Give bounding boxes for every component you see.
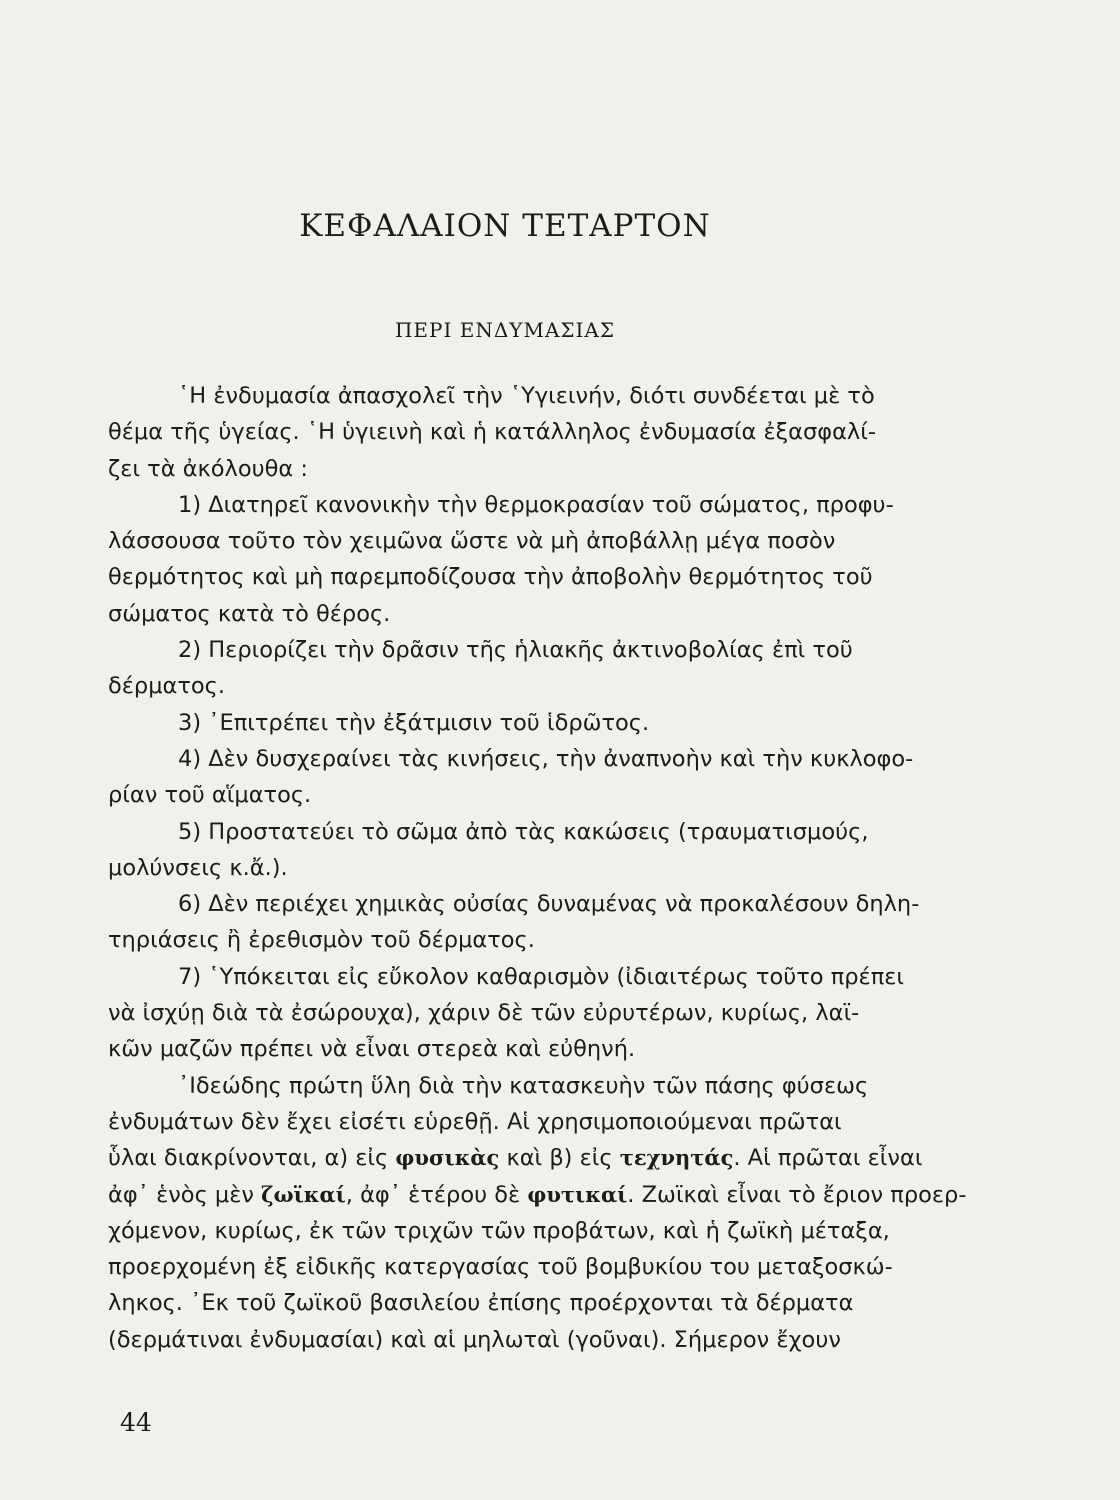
text-line	[108, 886, 980, 922]
section-title: ΠΕΡΙ ΕΝΔΥΜΑΣΙΑΣ	[394, 318, 616, 342]
text-line	[108, 487, 980, 523]
text-line	[108, 741, 980, 777]
text-run: , ἀφ᾿ ἑτέρου δὲ	[345, 1181, 528, 1208]
text-run: 4) Δὲν δυσχεραίνει τὰς κινήσεις, τὴν ἀναπνοὴν καὶ τὴν κυκλοφο-	[178, 745, 914, 772]
text-line	[108, 1031, 980, 1067]
emphasized-term: τεχνητάς	[619, 1145, 734, 1171]
text-run: 1) Διατηρεῖ κανονικὴν τὴν θερμοκρασίαν τοῦ σώματος, προφυ-	[178, 491, 894, 518]
text-line	[108, 414, 980, 450]
page-number: 44	[120, 1408, 152, 1437]
text-line	[108, 1249, 980, 1285]
text-run: ᾿Ιδεώδης πρώτη ὕλη διὰ τὴν κατασκευὴν τῶν πάσης φύσεως	[178, 1072, 869, 1099]
text-run: ρίαν τοῦ αἵματος.	[108, 782, 312, 809]
text-line	[108, 995, 980, 1031]
text-run: τηριάσεις ἢ ἐρεθισμὸν τοῦ δέρματος.	[108, 927, 535, 954]
text-line	[108, 668, 980, 704]
text-line	[108, 1213, 980, 1249]
text-run: καὶ β) εἰς	[499, 1145, 620, 1172]
text-run: θερμότητος καὶ μὴ παρεμποδίζουσα τὴν ἀποβολὴν θερμότητος τοῦ	[108, 564, 873, 591]
text-line	[108, 1285, 980, 1321]
text-line	[108, 1104, 980, 1140]
text-line	[108, 959, 980, 995]
text-line	[108, 1068, 980, 1104]
text-run: ἐνδυμάτων δὲν ἔχει εἰσέτι εὑρεθῇ. Αἱ χρησιμοποιούμεναι πρῶται	[108, 1108, 842, 1135]
text-run: κῶν μαζῶν πρέπει νὰ εἶναι στερεὰ καὶ εὐθηνή.	[108, 1036, 636, 1063]
text-run: χόμενον, κυρίως, ἐκ τῶν τριχῶν τῶν προβάτων, καὶ ἡ ζωϊκὴ μέταξα,	[108, 1217, 890, 1244]
text-line	[108, 1322, 980, 1358]
text-line	[108, 814, 980, 850]
text-run: ἀφ᾿ ἑνὸς μὲν	[108, 1181, 262, 1208]
text-line	[108, 451, 980, 487]
text-line	[108, 1177, 980, 1213]
text-line	[108, 632, 980, 668]
text-line	[108, 596, 980, 632]
text-run: ληκος. ᾿Εκ τοῦ ζωϊκοῦ βασιλείου ἐπίσης προέρχονται τὰ δέρματα	[108, 1290, 854, 1317]
text-run: ῾Η ἐνδυμασία ἀπασχολεῖ τὴν ῾Υγιεινήν, διότι συνδέεται μὲ τὸ	[178, 383, 875, 409]
text-run: . Αἱ πρῶται εἶναι	[733, 1145, 923, 1172]
text-run: μολύνσεις κ.ἄ.).	[108, 854, 288, 881]
emphasized-term: φυτικαί	[527, 1181, 628, 1207]
text-line	[108, 378, 980, 414]
text-line	[108, 559, 980, 595]
text-run: προερχομένη ἐξ εἰδικῆς κατεργασίας τοῦ βομβυκίου του μεταξοσκώ-	[108, 1254, 893, 1281]
text-line	[108, 922, 980, 958]
text-line	[108, 850, 980, 886]
text-run: δέρματος.	[108, 673, 226, 700]
text-run: 3) ᾿Επιτρέπει τὴν ἐξάτμισιν τοῦ ἱδρῶτος.	[178, 709, 650, 736]
text-run: λάσσουσα τοῦτο τὸν χειμῶνα ὥστε νὰ μὴ ἀποβάλλῃ μέγα ποσὸν	[108, 528, 836, 555]
body-text	[108, 378, 980, 1358]
emphasized-term: ζωϊκαί	[261, 1181, 346, 1207]
text-run: 5) Προστατεύει τὸ σῶμα ἀπὸ τὰς κακώσεις (τραυματισμούς,	[178, 818, 869, 845]
text-run: ζει τὰ ἀκόλουθα :	[108, 455, 308, 482]
chapter-title: ΚΕΦΑΛΑΙΟΝ ΤΕΤΑΡΤΟΝ	[299, 208, 711, 244]
text-run: . Ζωϊκαὶ εἶναι τὸ ἔριον προερ-	[627, 1181, 967, 1208]
text-line	[108, 777, 980, 813]
text-run: νὰ ἰσχύῃ διὰ τὰ ἐσώρουχα), χάριν δὲ τῶν εὐρυτέρων, κυρίως, λαϊ-	[108, 1000, 860, 1027]
text-run: σώματος κατὰ τὸ θέρος.	[108, 600, 391, 627]
text-run: 6) Δὲν περιέχει χημικὰς οὐσίας δυναμένας νὰ προκαλέσουν δηλη-	[178, 891, 920, 918]
text-line	[108, 1140, 980, 1176]
text-run: ὗλαι διακρίνονται, α) εἰς	[108, 1145, 396, 1172]
text-line	[108, 705, 980, 741]
text-line	[108, 523, 980, 559]
text-run: 7) ῾Υπόκειται εἰς εὔκολον καθαρισμὸν (ἰδιαιτέρως τοῦτο πρέπει	[178, 963, 905, 990]
text-run: (δερμάτιναι ἐνδυμασίαι) καὶ αἱ μηλωταὶ (γοῦναι). Σήμερον ἔχουν	[108, 1326, 841, 1353]
text-run: 2) Περιορίζει τὴν δρᾶσιν τῆς ἡλιακῆς ἀκτινοβολίας ἐπὶ τοῦ	[178, 637, 853, 664]
text-run: θέμα τῆς ὑγείας. ῾Η ὑγιεινὴ καὶ ἡ κατάλληλος ἐνδυμασία ἐξασφαλί-	[108, 419, 876, 446]
emphasized-term: φυσικὰς	[395, 1145, 500, 1171]
